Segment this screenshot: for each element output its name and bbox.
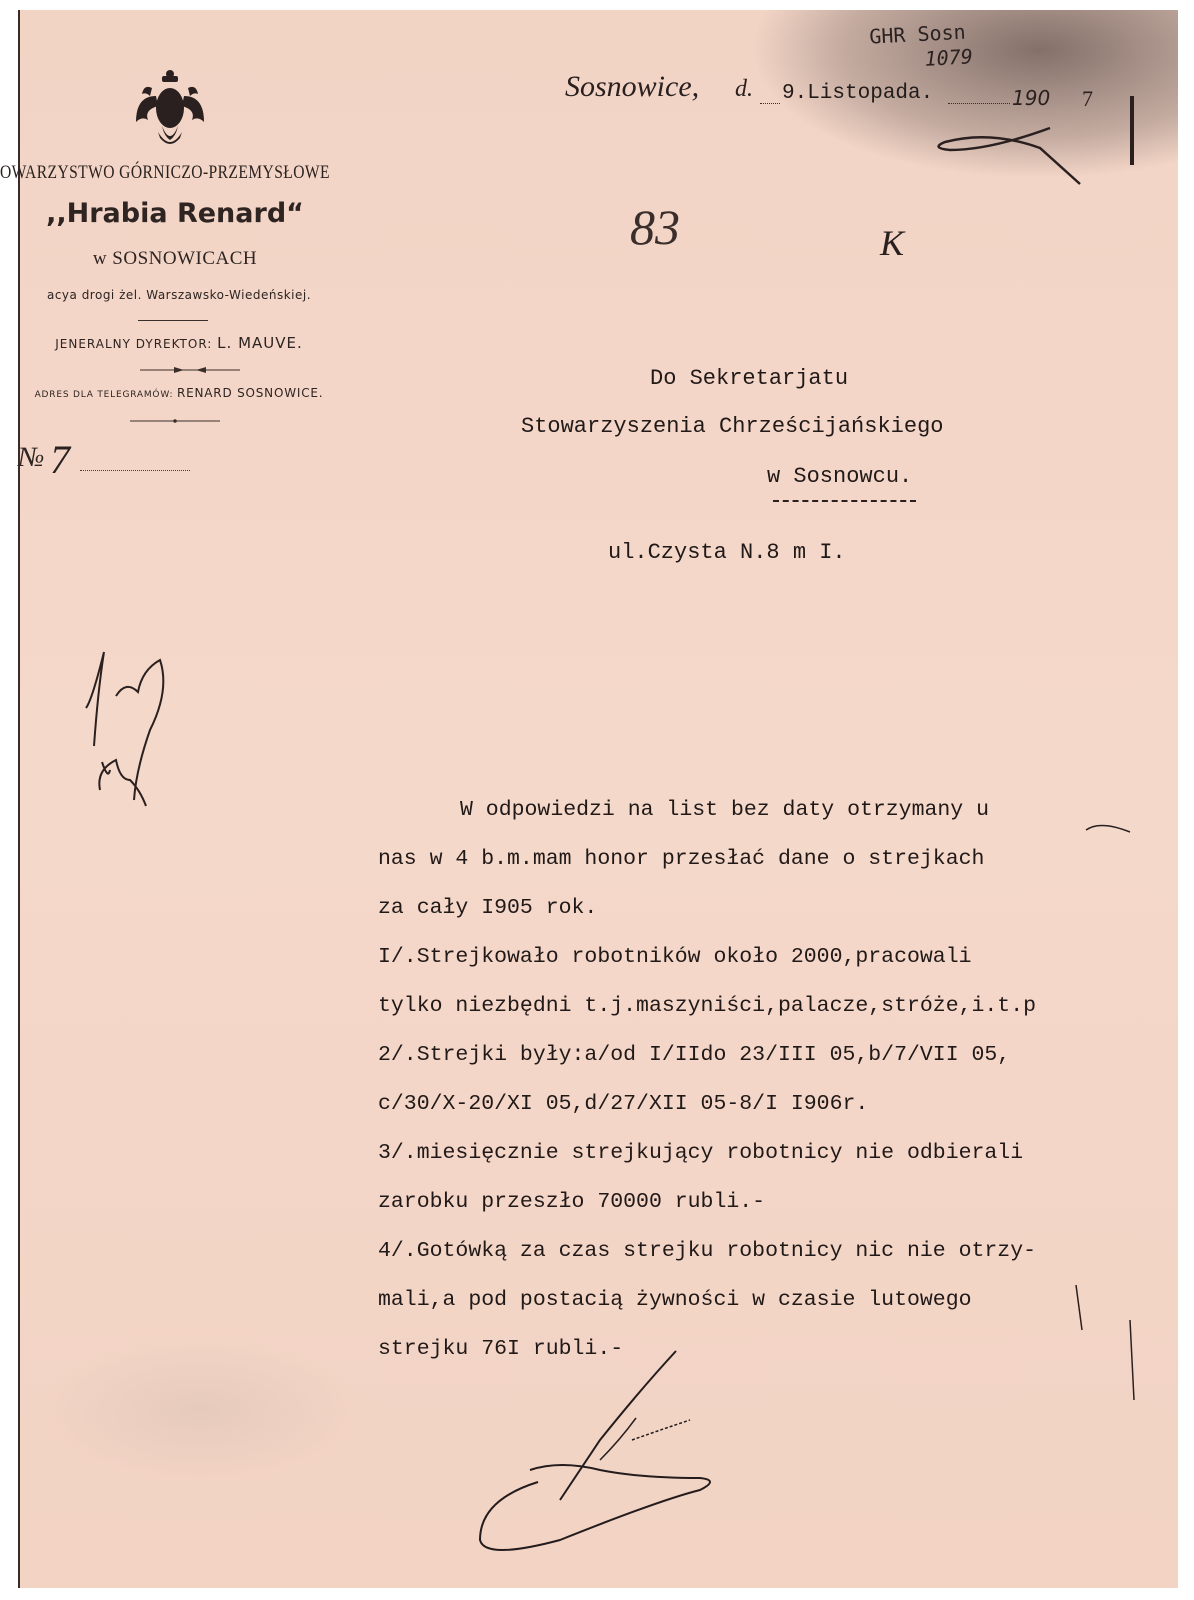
recipient-line-2: Stowarzyszenia Chrześcijańskiego: [521, 414, 944, 439]
body-line: nas w 4 b.m.mam honor przesłać dane o strejkach: [378, 847, 985, 871]
body-line: 4/.Gotówką za czas strejku robotnicy nic nie otrzy-: [378, 1239, 1037, 1263]
handwritten-mark: K: [880, 223, 905, 263]
number-value: 7: [50, 437, 70, 482]
recipient-line-1: Do Sekretarjatu: [650, 366, 849, 391]
archive-mark-line1: GHR Sosn: [868, 19, 967, 49]
body-line: 2/.Strejki były:a/od I/IIdo 23/III 05,b/7/VII 05,: [378, 1043, 1011, 1067]
archive-mark: [869, 19, 974, 74]
dateline-year-suffix: 7: [1082, 86, 1093, 111]
number-dotted-line: [80, 470, 190, 471]
body-line: I/.Strejkowało robotników około 2000,pracowali: [378, 945, 972, 969]
body-line: 3/.miesięcznie strejkujący robotnicy nie odbierali: [378, 1141, 1024, 1165]
body-line: strejku 76I rubli.-: [378, 1337, 624, 1361]
recipient-underline: [773, 500, 916, 502]
letterhead-telegram-address: [14, 386, 344, 400]
telegram-address: RENARD SOSNOWICE.: [177, 386, 324, 400]
director-label: JENERALNY DYREKTOR:: [55, 337, 213, 351]
dateline-d: d.: [735, 76, 753, 102]
body-line: tylko niezbędni t.j.maszyniści,palacze,stróże,i.t.p: [378, 994, 1037, 1018]
letterhead-company-type: OWARZYSTWO GÓRNICZO-PRZEMYSŁOWE: [0, 162, 330, 183]
body-line: W odpowiedzi na list bez daty otrzymany u: [460, 798, 989, 822]
body-line: zarobku przeszło 70000 rubli.-: [378, 1190, 766, 1214]
double-headed-eagle-icon: [132, 66, 208, 152]
letterhead-divider: [138, 320, 208, 321]
letter-body: [378, 786, 1036, 1374]
archive-mark-line2: 1079: [923, 44, 974, 71]
telegram-label: ADRES DLA TELEGRAMÓW:: [34, 390, 174, 400]
recipient-line-3: w Sosnowcu.: [767, 464, 913, 489]
body-line: c/30/X-20/XI 05,d/27/XII 05-8/I I906r.: [378, 1092, 869, 1116]
dateline-dots: [760, 103, 780, 104]
number-label: №: [18, 442, 45, 473]
ornamental-divider-icon: [140, 366, 240, 374]
dateline-year-prefix: 190: [1012, 86, 1051, 110]
letterhead-director: [14, 334, 344, 352]
dateline-day-month: 9.Listopada.: [782, 82, 934, 105]
recipient-street-address: ul.Czysta N.8 m I.: [608, 540, 846, 565]
director-name: L. MAUVE.: [217, 334, 303, 352]
letterhead-railway-station: acya drogi żel. Warszawsko-Wiedeńskiej.: [46, 288, 312, 302]
handwritten-number: 83: [630, 199, 680, 255]
letterhead-company-name: ,,Hrabia Renard“: [46, 198, 304, 229]
ornamental-divider-icon: [130, 418, 220, 424]
body-line: za cały I905 rok.: [378, 896, 598, 920]
body-line: mali,a pod postacią żywności w czasie lutowego: [378, 1288, 972, 1312]
dateline-dots: [948, 103, 1010, 104]
letterhead-city: w SOSNOWICACH: [92, 248, 258, 269]
dateline-place: Sosnowice,: [565, 70, 700, 103]
